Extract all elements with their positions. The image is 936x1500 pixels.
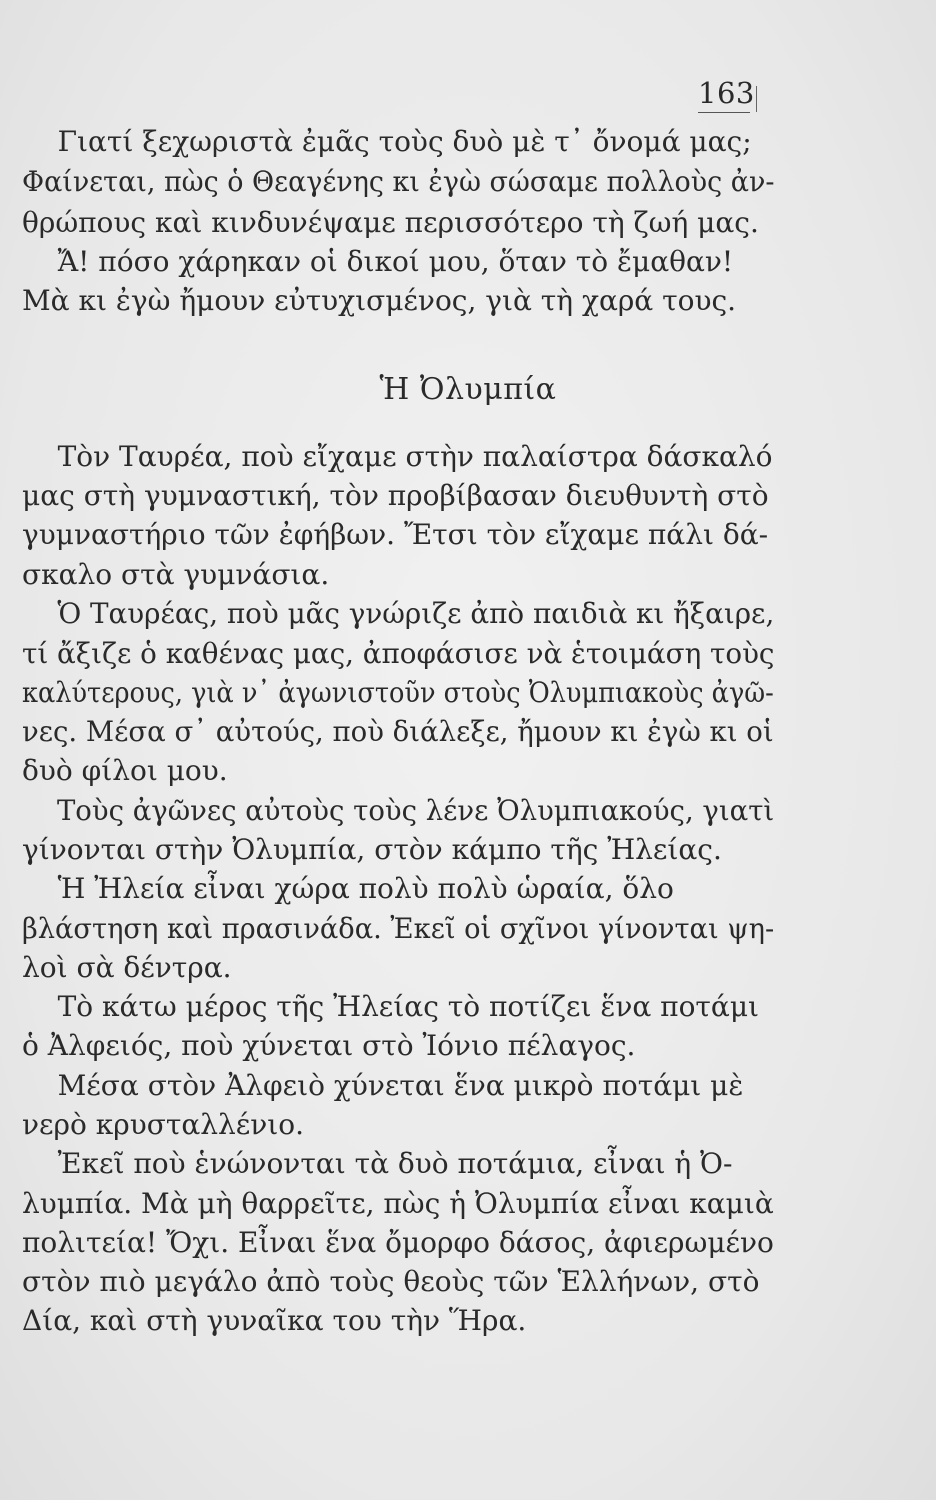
text-line: Μέσα στὸν Ἀλφειὸ χύνεται ἕνα μικρὸ ποτάμι μὲ: [22, 1069, 744, 1102]
text-line: Ὁ Ταυρέας, ποὺ μᾶς γνώριζε ἀπὸ παιδιὰ κι ἤξαιρε,: [22, 597, 775, 630]
text-line: Ἡ Ἠλεία εἶναι χώρα πολὺ πολὺ ὡραία, ὅλο: [22, 872, 674, 905]
text-line: δυὸ φίλοι μου.: [22, 754, 228, 787]
text-line: θρώπους καὶ κινδυνέψαμε περισσότερο τὴ ζωή μας.: [22, 206, 759, 239]
page-number: 163: [698, 76, 755, 110]
text-line: μας στὴ γυμναστική, τὸν προβίβασαν διευθυντὴ στὸ: [22, 479, 769, 512]
text-line: νες. Μέσα σ᾽ αὐτούς, ποὺ διάλεξε, ἤμουν κι ἐγὼ κι οἱ: [22, 715, 774, 748]
text-line: σκαλο στὰ γυμνάσια.: [22, 558, 330, 591]
text-line: Ἄ! πόσο χάρηκαν οἱ δικοί μου, ὅταν τὸ ἔμαθαν!: [22, 245, 734, 278]
text-line: πολιτεία! Ὄχι. Εἶναι ἕνα ὄμορφο δάσος, ἀφιερωμένο: [22, 1226, 774, 1259]
text-line: Φαίνεται, πὼς ὁ Θεαγένης κι ἐγὼ σώσαμε πολλοὺς ἀν-: [22, 165, 775, 198]
text-line: Τὸν Ταυρέα, ποὺ εἴχαμε στὴν παλαίστρα δάσκαλό: [22, 440, 773, 473]
text-line: βλάστηση καὶ πρασινάδα. Ἐκεῖ οἱ σχῖνοι γίνονται ψη-: [22, 912, 775, 945]
text-line: Μὰ κι ἐγὼ ἤμουν εὐτυχισμένος, γιὰ τὴ χαρά τους.: [22, 284, 737, 317]
text-line: ὁ Ἀλφειός, ποὺ χύνεται στὸ Ἰόνιο πέλαγος.: [22, 1029, 636, 1062]
text-line: νερὸ κρυσταλλένιο.: [22, 1108, 304, 1141]
text-line: τί ἄξιζε ὁ καθένας μας, ἀποφάσισε νὰ ἑτοιμάση τοὺς: [22, 637, 775, 670]
section-heading: Ἡ Ὀλυμπία: [379, 372, 557, 407]
text-line: καλύτερους, γιὰ ν᾽ ἀγωνιστοῦν στοὺς Ὀλυμπιακοὺς ἀγῶ-: [22, 676, 774, 709]
text-line: λοὶ σὰ δέντρα.: [22, 951, 232, 984]
page-number-rule: [698, 112, 750, 113]
page-corner-mark: [756, 86, 757, 112]
text-line: γυμναστήριο τῶν ἐφήβων. Ἔτσι τὸν εἴχαμε πάλι δά-: [22, 518, 769, 551]
text-line: Τὸ κάτω μέρος τῆς Ἠλείας τὸ ποτίζει ἕνα ποτάμι: [22, 990, 760, 1023]
text-line: Γιατί ξεχωριστὰ ἐμᾶς τοὺς δυὸ μὲ τ᾽ ὄνομά μας;: [22, 125, 752, 158]
text-line: λυμπία. Μὰ μὴ θαρρεῖτε, πὼς ἡ Ὀλυμπία εἶναι καμιὰ: [22, 1187, 774, 1220]
text-line: στὸν πιὸ μεγάλο ἀπὸ τοὺς θεοὺς τῶν Ἑλλήνων, στὸ: [22, 1265, 760, 1298]
text-line: γίνονται στὴν Ὀλυμπία, στὸν κάμπο τῆς Ἠλείας.: [22, 833, 722, 866]
text-line: Δία, καὶ στὴ γυναῖκα του τὴν Ἥρα.: [22, 1304, 527, 1337]
text-line: Ἐκεῖ ποὺ ἑνώνονται τὰ δυὸ ποτάμια, εἶναι ἡ Ὀ-: [22, 1147, 733, 1180]
text-line: Τοὺς ἀγῶνες αὐτοὺς τοὺς λένε Ὀλυμπιακούς, γιατὶ: [22, 794, 775, 827]
